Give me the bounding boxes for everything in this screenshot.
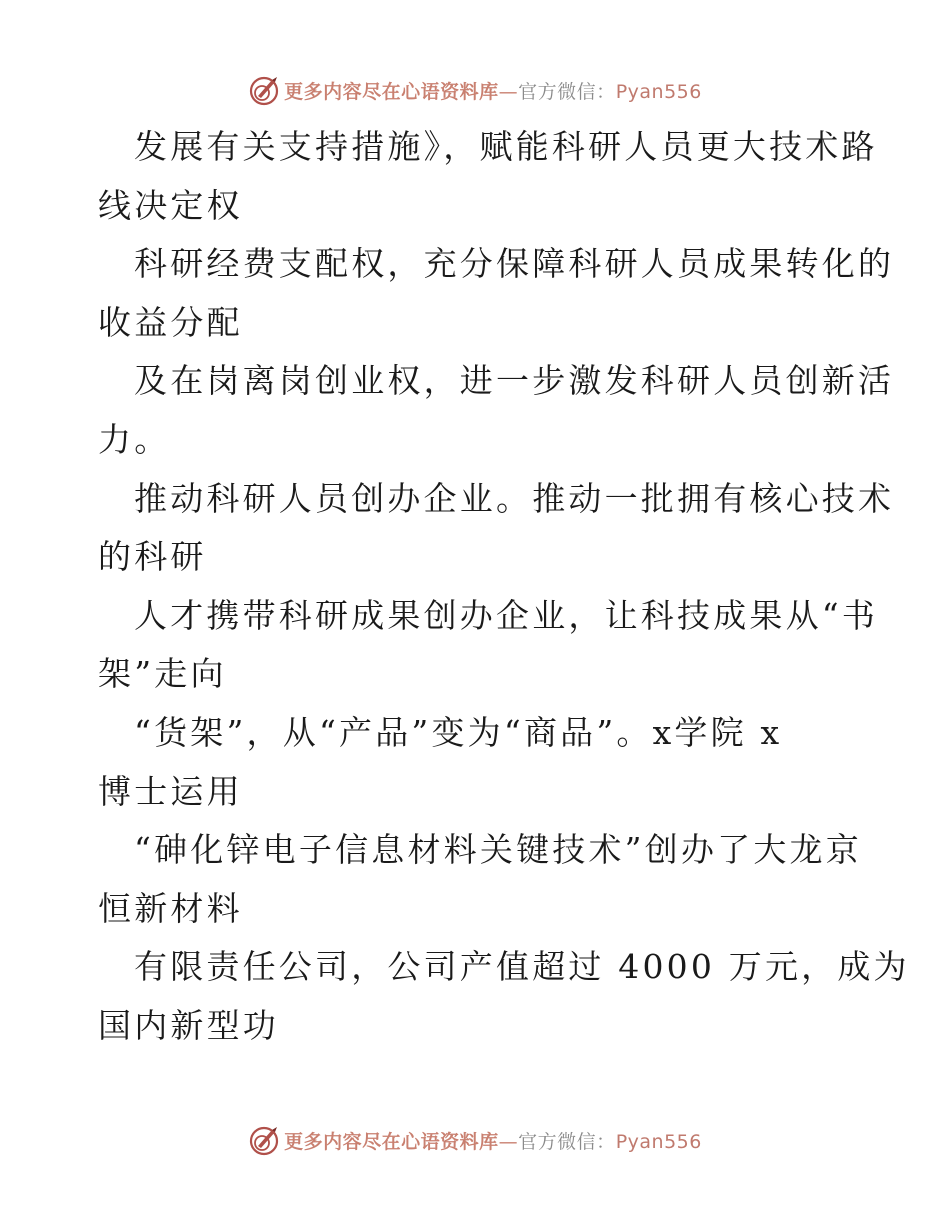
text-line: 人才携带科研成果创办企业，让科技成果从“书	[134, 595, 879, 635]
document-body	[98, 118, 910, 1056]
text-line: 发展有关支持措施》，赋能科研人员更大技术路	[134, 127, 878, 166]
text-line: 线决定权	[98, 185, 243, 225]
text-line: 的科研	[98, 537, 207, 577]
footer-banner	[0, 1120, 950, 1160]
text-line: 科研经费支配权，充分保障科研人员成果转化的	[134, 244, 895, 284]
banner-main-text: 更多内容尽在心语资料库	[284, 1130, 499, 1153]
text-line: “货架”，从“产品”变为“商品”。x学院 x	[134, 712, 783, 752]
text-line: 力。	[98, 419, 171, 459]
footer-banner-text	[284, 1127, 702, 1154]
text-line: 恒新材料	[98, 888, 243, 928]
text-line: 国内新型功	[98, 1005, 279, 1045]
banner-dash: —	[498, 1130, 519, 1153]
text-line: 有限责任公司，公司产值超过 4000 万元，成为	[134, 947, 910, 987]
text-line: 架”走向	[98, 654, 227, 694]
banner-wechat-label: 官方微信：	[518, 80, 616, 103]
header-banner-text	[284, 77, 702, 104]
text-line: 推动科研人员创办企业。推动一批拥有核心技术	[134, 478, 895, 518]
brand-logo-icon	[248, 74, 280, 106]
text-line: “砷化锌电子信息材料关键技术”创办了大龙京	[134, 830, 862, 870]
banner-dash: —	[498, 80, 519, 103]
banner-wechat-id: Pyan556	[615, 80, 702, 103]
banner-main-text: 更多内容尽在心语资料库	[284, 80, 499, 103]
brand-logo-icon	[248, 1124, 280, 1156]
banner-wechat-id: Pyan556	[615, 1130, 702, 1153]
header-banner	[0, 70, 950, 110]
text-line: 收益分配	[98, 302, 243, 342]
text-line: 及在岗离岗创业权，进一步激发科研人员创新活	[134, 361, 895, 401]
banner-wechat-label: 官方微信：	[518, 1130, 616, 1153]
text-line: 博士运用	[98, 771, 243, 811]
